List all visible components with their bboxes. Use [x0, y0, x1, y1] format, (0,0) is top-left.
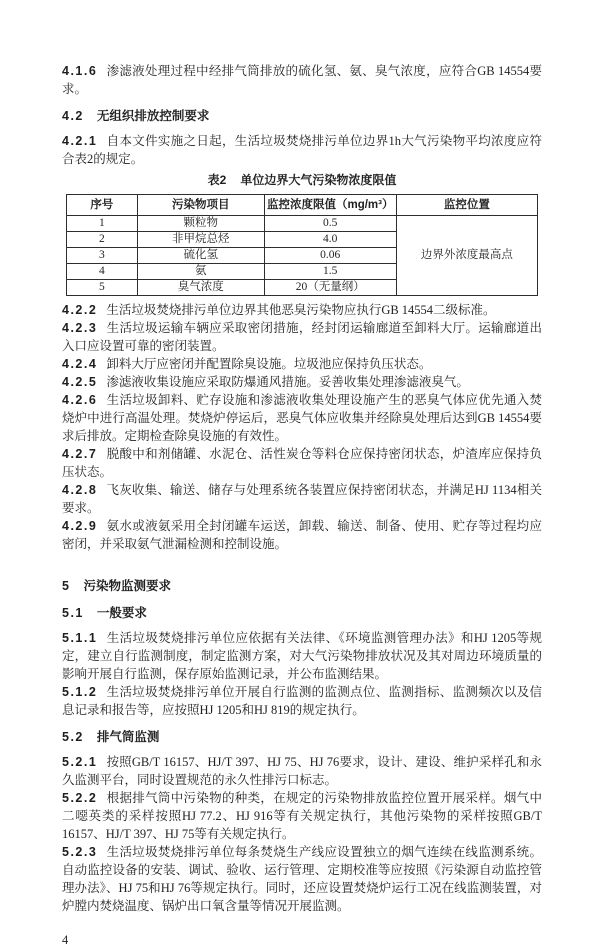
table-cell-serial: 5	[67, 280, 138, 296]
header-concentration-limit: 监控浓度限值（mg/m³）	[264, 195, 396, 216]
clause-5-1-1	[62, 629, 542, 683]
clause-4-2-8	[62, 481, 542, 517]
table-cell-serial: 4	[67, 264, 138, 280]
clause-number: 5.1.2	[62, 685, 98, 699]
table-cell-pollutant: 颗粒物	[137, 216, 264, 232]
clause-4-2-4	[62, 355, 542, 373]
clause-text: 飞灰收集、输送、储存与处理系统各装置应保持密闭状态，并满足HJ 1134相关要求。	[62, 483, 542, 515]
heading-number: 4.2	[62, 109, 84, 123]
clause-text: 按照GB/T 16157、HJ/T 397、HJ 75、HJ 76要求，设计、建设、维护采样孔和永久监测平台，同时设置规范的永久性排污口标志。	[62, 755, 542, 787]
clause-number: 5.2.3	[62, 845, 98, 859]
clause-number: 4.2.8	[62, 483, 98, 497]
table-cell-pollutant: 臭气浓度	[137, 280, 264, 296]
clause-number: 4.2.2	[62, 303, 98, 317]
table-cell-pollutant: 氨	[137, 264, 264, 280]
clause-number: 4.2.3	[62, 321, 98, 335]
heading-number: 5	[62, 579, 71, 593]
clause-number: 4.1.6	[62, 64, 98, 78]
clause-5-2-1	[62, 753, 542, 789]
table-cell-limit: 0.06	[264, 248, 396, 264]
heading-number: 5.1	[62, 606, 84, 620]
clause-4-1-6	[62, 62, 542, 98]
table-cell-pollutant: 硫化氢	[137, 248, 264, 264]
clause-text: 脱酸中和剂储罐、水泥仓、活性炭仓等料仓应保持密闭状态，炉渣库应保持负压状态。	[62, 447, 542, 479]
clause-4-2-6	[62, 391, 542, 445]
page-number: 4	[62, 933, 69, 947]
table2-caption-title: 单位边界大气污染物浓度限值	[240, 173, 397, 187]
table-cell-serial: 3	[67, 248, 138, 264]
clause-text: 生活垃圾焚烧排污单位边界其他恶臭污染物应执行GB 14554二级标准。	[106, 303, 496, 317]
table-cell-serial: 2	[67, 232, 138, 248]
header-serial-number: 序号	[67, 195, 138, 216]
clause-5-2-3	[62, 843, 542, 915]
table-cell-limit: 0.5	[264, 216, 396, 232]
table2-caption	[62, 171, 542, 189]
clause-number: 5.2.2	[62, 791, 98, 805]
heading-text: 无组织排放控制要求	[96, 109, 210, 123]
section-heading-5-1	[62, 604, 542, 622]
clause-number: 4.2.5	[62, 375, 98, 389]
clause-4-2-9	[62, 517, 542, 553]
table-cell-limit: 4.0	[264, 232, 396, 248]
heading-text: 污染物监测要求	[83, 579, 171, 593]
heading-text: 排气筒监测	[96, 730, 160, 744]
clause-text: 卸料大厅应密闭并配置除臭设施。垃圾池应保持负压状态。	[106, 357, 432, 371]
clause-number: 4.2.7	[62, 447, 98, 461]
table-cell-serial: 1	[67, 216, 138, 232]
clause-number: 4.2.4	[62, 357, 98, 371]
section-heading-5-2	[62, 728, 542, 746]
clause-text: 生活垃圾焚烧排污单位开展自行监测的监测点位、监测指标、监测频次以及信息记录和报告等，应按照HJ 1205和HJ 819的规定执行。	[62, 685, 542, 717]
clause-4-2-1	[62, 132, 542, 168]
clause-4-2-2	[62, 301, 542, 319]
clause-number: 4.2.1	[62, 134, 98, 148]
table-cell-limit: 20（无量纲）	[264, 280, 396, 296]
clause-text: 生活垃圾焚烧排污单位应依据有关法律、《环境监测管理办法》和HJ 1205等规定，建立自行监测制度，制定监测方案，对大气污染物排放状况及其对周边环境质量的影响开展自行监测，保存原始监测记录，并公布监测结果。	[62, 631, 542, 681]
clause-number: 4.2.9	[62, 519, 98, 533]
clause-4-2-7	[62, 445, 542, 481]
clause-text: 渗滤液处理过程中经排气筒排放的硫化氢、氨、臭气浓度，应符合GB 14554要求。	[62, 64, 542, 96]
header-monitoring-location: 监控位置	[396, 195, 537, 216]
clause-text: 自本文件实施之日起，生活垃圾焚烧排污单位边界1h大气污染物平均浓度应符合表2的规定。	[62, 134, 542, 166]
clause-5-2-2	[62, 789, 542, 843]
heading-text: 一般要求	[96, 606, 147, 620]
table-cell-pollutant: 非甲烷总烃	[137, 232, 264, 248]
table2-caption-label: 表2	[207, 173, 227, 187]
clause-number: 4.2.6	[62, 393, 98, 407]
table-cell-limit: 1.5	[264, 264, 396, 280]
section-heading-4-2	[62, 107, 542, 125]
clause-4-2-5	[62, 373, 542, 391]
clause-text: 生活垃圾运输车辆应采取密闭措施，经封闭运输廊道至卸料大厅。运输廊道出入口应设置可靠的密闭装置。	[62, 321, 542, 353]
clause-text: 根据排气筒中污染物的种类，在规定的污染物排放监控位置开展采样。烟气中二噁英类的采样按照HJ 77.2、HJ 916等有关规定执行，其他污染物的采样按照GB/T 16157、HJ/T 397、HJ 75等有关规定执行。	[62, 791, 542, 841]
clause-number: 5.2.1	[62, 755, 98, 769]
table2-unit-boundary-limits	[66, 194, 538, 296]
header-pollutant-item: 污染物项目	[137, 195, 264, 216]
heading-number: 5.2	[62, 730, 84, 744]
clause-text: 生活垃圾卸料、贮存设施和渗滤液收集处理设施产生的恶臭气体应优先通入焚烧炉中进行高温处理。焚烧炉停运后，恶臭气体应收集并经除臭处理后达到GB 14554要求后排放。定期检查除臭设施的有效性。	[62, 393, 542, 443]
section-heading-5	[62, 577, 542, 595]
clause-text: 生活垃圾焚烧排污单位每条焚烧生产线应设置独立的烟气连续在线监测系统。自动监控设备的安装、调试、验收、运行管理、定期校准等应按照《污染源自动监控管理办法》、HJ 75和HJ 76等规定执行。同时，还应设置焚烧炉运行工况在线监测装置，对炉膛内焚烧温度、锅炉出口氧含量等情况开展监测。	[62, 845, 542, 913]
clause-text: 氨水或液氨采用全封闭罐车运送，卸载、输送、制备、使用、贮存等过程均应密闭，并采取氨气泄漏检测和控制设施。	[62, 519, 542, 551]
clause-4-2-3	[62, 319, 542, 355]
table-cell-monitoring-location-merged: 边界外浓度最高点	[396, 216, 537, 296]
clause-text: 渗滤液收集设施应采取防爆通风措施。妥善收集处理渗滤液臭气。	[106, 375, 469, 389]
table-header-row	[67, 195, 538, 216]
table-row	[67, 216, 538, 232]
clause-5-1-2	[62, 683, 542, 719]
clause-number: 5.1.1	[62, 631, 98, 645]
